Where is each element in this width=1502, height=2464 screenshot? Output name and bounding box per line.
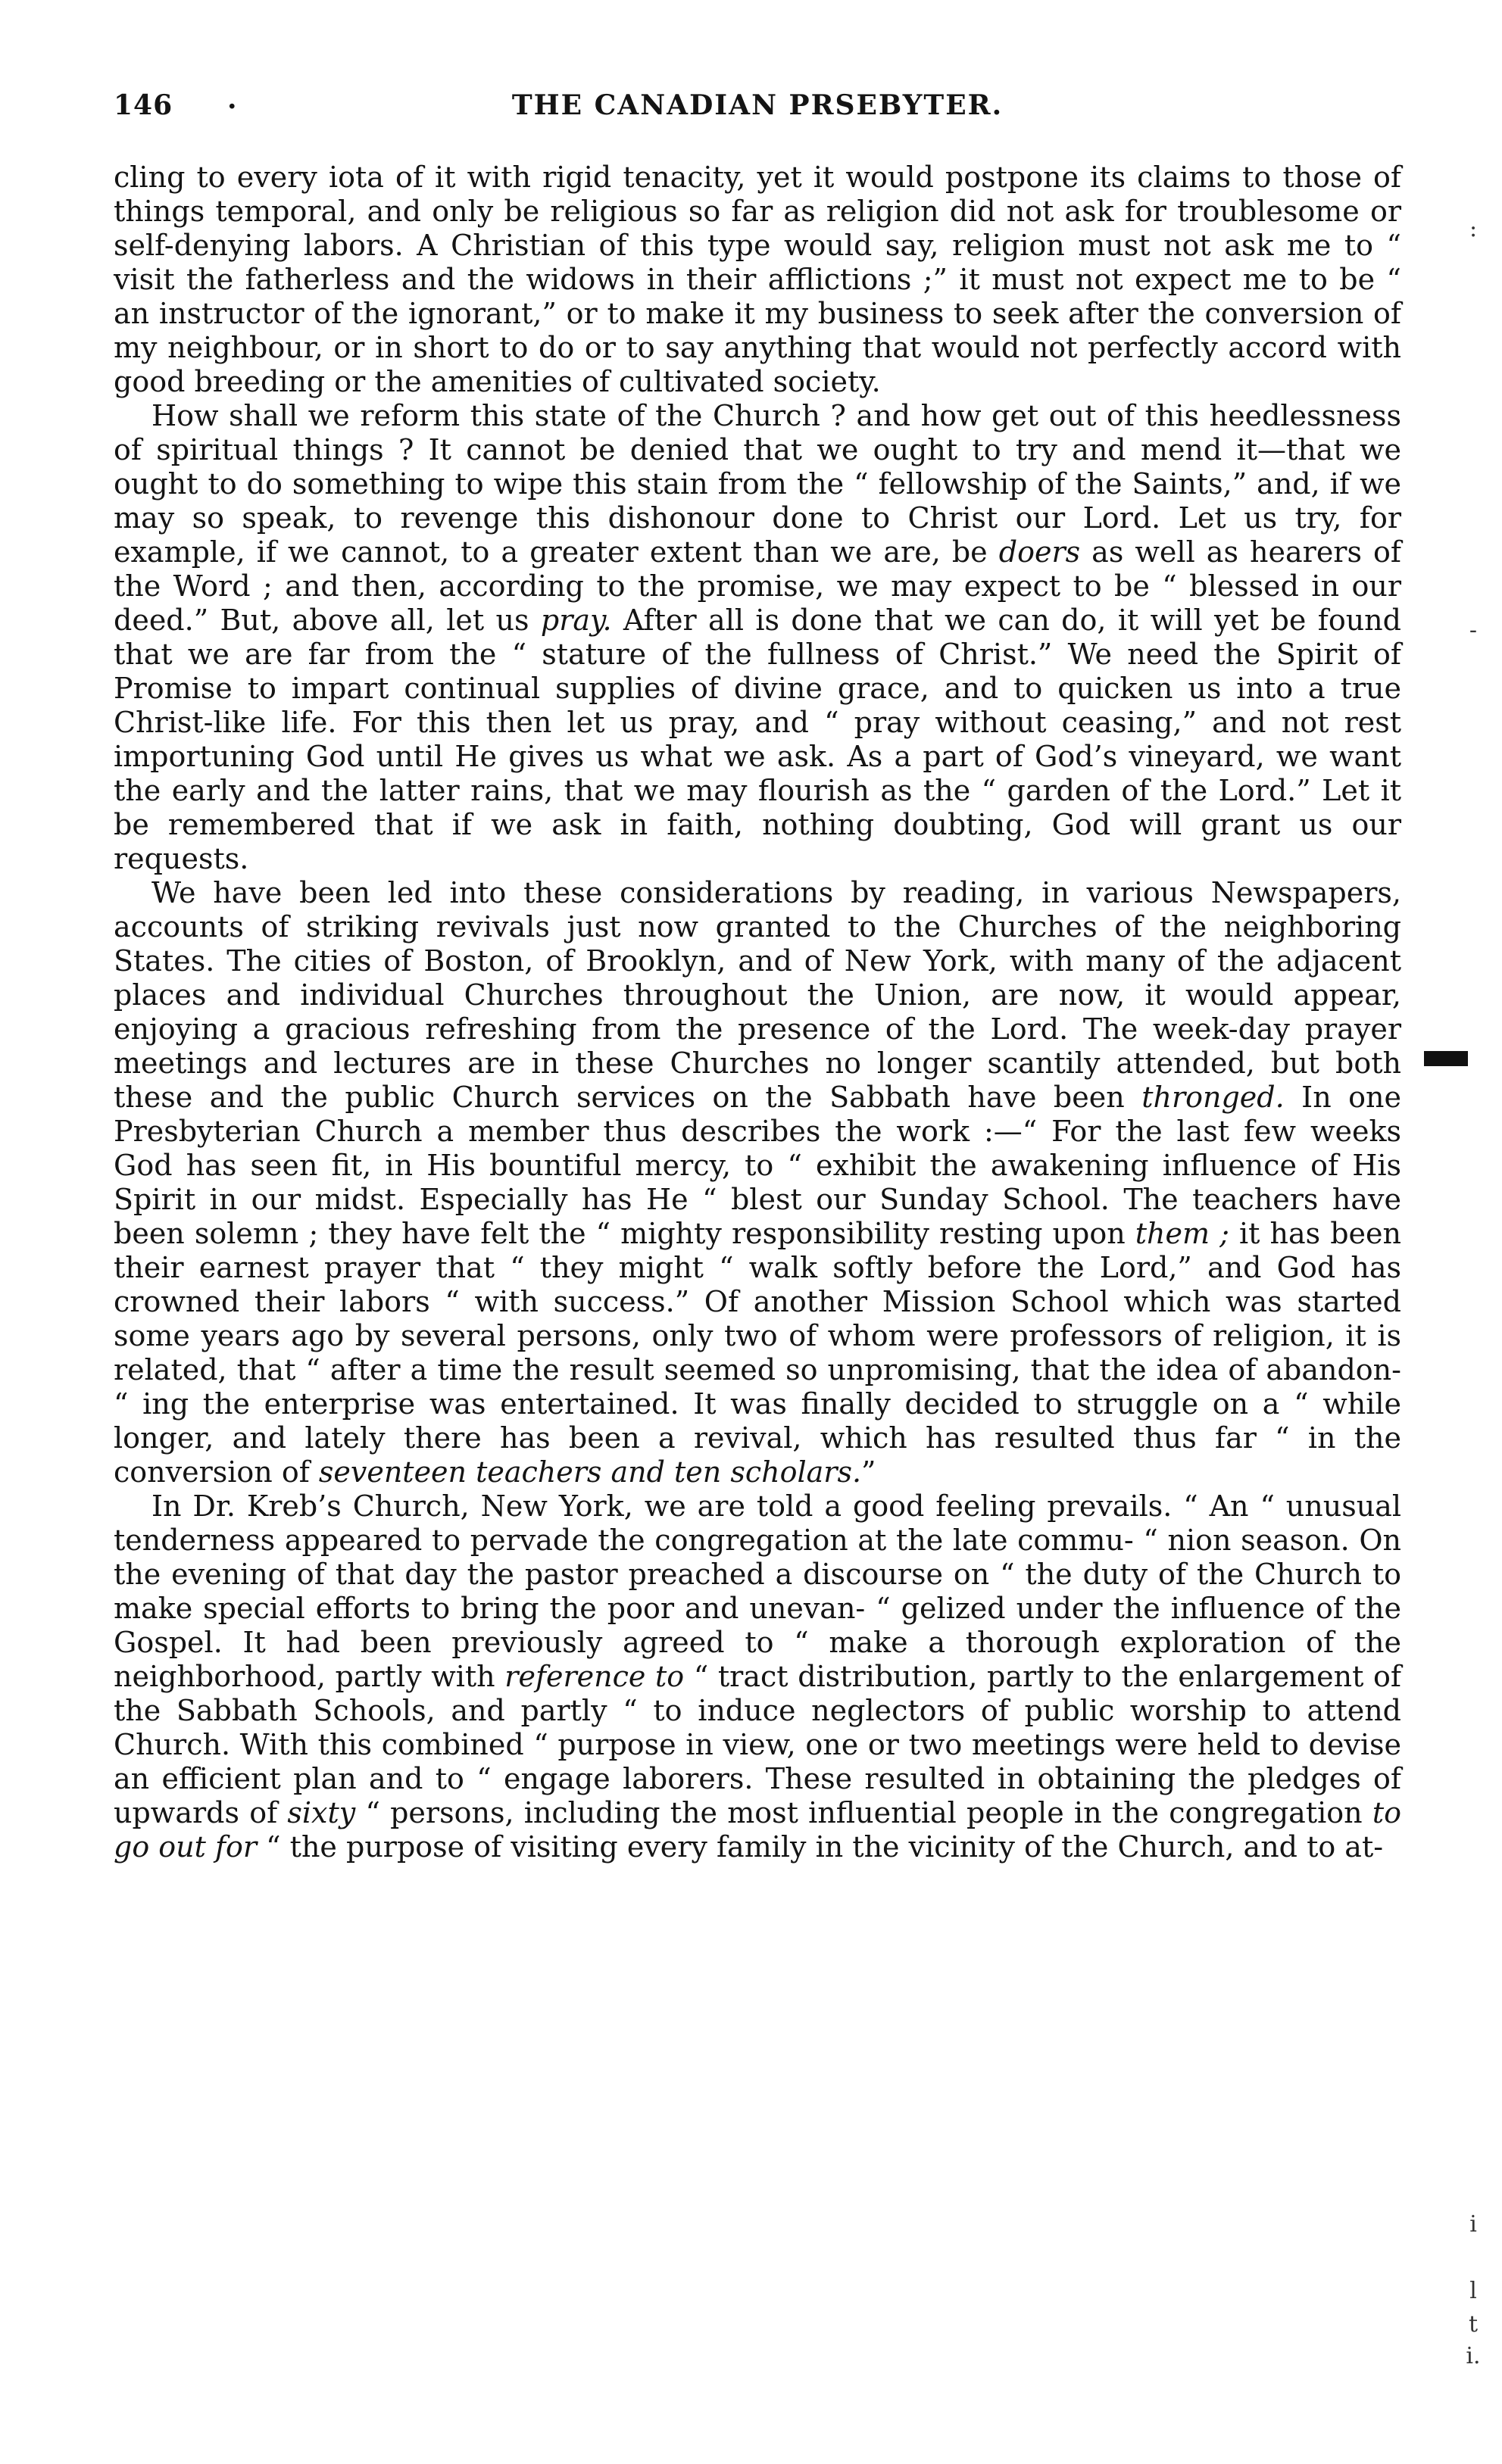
italic-text: doers: [998, 535, 1081, 569]
text-run: How shall we reform this state of the Church ? and how get out of this heedlessness of spiritual things ? It cannot be denied that we ought to try and mend it—that we ought to do something to wipe this stain from the “ fellowship of the Saints,” and, if we may so speak, to revenge this dishonour done to Christ our Lord. Let us try, for example, if we cannot, to a greater extent than we are, be: [114, 399, 1401, 569]
text-run: In Dr. Kreb’s Church, New York, we are told a good feeling prevails. “ An “ unusual tenderness appeared to pervade the congregation at the late commu- “ nion season. On the evening of that day the pastor preached a discourse on “ the duty of the Church to make special efforts to bring the poor and unevan- “ gelized under the influence of the Gospel. It had been previously agreed to “ make a thorough exploration of the neighborhood, partly with: [114, 1489, 1401, 1693]
margin-mark: l: [1469, 2278, 1477, 2304]
text-run: After all is done that we can do, it will yet be found that we are far from the “ stature of the fullness of Christ.” We need the Spirit of Promise to impart continual supplies of divine grace, and to quicken us into a true Christ-like life. For this then let us pray, and “ pray without ceasing,” and not rest importuning God until He gives us what we ask. As a part of God’s vineyard, we want the early and the latter rains, that we may flourish as the “ garden of the Lord.” Let it be remembered that if we ask in faith, nothing doubting, God will grant us our requests.: [114, 604, 1401, 875]
page-header: [114, 89, 1401, 135]
paragraph: [114, 161, 1401, 399]
margin-ink-mark: [1424, 1051, 1468, 1066]
text-run: We have been led into these considerations by reading, in various Newspapers, accounts of striking revivals just now granted to the Churches of the neighboring States. The cities of Boston, of Brooklyn, and of New York, with many of the adjacent places and individual Churches throughout the Union, are now, it would appear, enjoying a gracious refreshing from the presence of the Lord. The week-day prayer meetings and lectures are in these Churches no longer scantily attended, but both these and the public Church services on the Sabbath have been: [114, 876, 1401, 1114]
text-run: as well as hearers of the Word ; and then, according to the promise, we may expect to be “ blessed in our deed.” But, above all, let us: [114, 535, 1401, 637]
margin-mark: i.: [1466, 2343, 1481, 2369]
paragraph: [114, 876, 1401, 1489]
margin-mark: :: [1469, 216, 1478, 242]
article-body: [114, 161, 1401, 1864]
italic-text: thronged.: [1141, 1081, 1285, 1114]
italic-text: sixty: [287, 1796, 356, 1829]
italic-text: pray.: [540, 604, 612, 637]
text-run: “ tract distribution, partly to the enlargement of the Sabbath Schools, and partly “ to induce neglectors of public worship to attend Church. With this combined “ purpose in view, one or two meetings were held to devise an efficient plan and to “ engage laborers. These resulted in obtaining the pledges of upwards of: [114, 1660, 1401, 1829]
paragraph: [114, 399, 1401, 876]
margin-mark: -: [1469, 617, 1478, 644]
italic-text: seventeen teachers and ten scholars.: [318, 1455, 862, 1489]
document-page: [114, 89, 1401, 2406]
text-run: ”: [861, 1455, 876, 1489]
text-run: “ the purpose of visiting every family in the vicinity of the Church, and to at-: [257, 1830, 1384, 1864]
margin-mark: t: [1468, 2311, 1479, 2338]
running-title: THE CANADIAN PRSEBYTER.: [511, 89, 1004, 121]
text-run: cling to every iota of it with rigid tenacity, yet it would postpone its claims to those of things temporal, and only be religious so far as religion did not ask for troublesome or self-denying labors. A Christian of this type would say, religion must not ask me to “ visit the fatherless and the widows in their afflictions ;” it must not expect me to be “ an instructor of the ignorant,” or to make it my business to seek after the conversion of my neighbour, or in short to do or to say anything that would not perfectly accord with good breeding or the amenities of cultivated society.: [114, 161, 1401, 398]
italic-text: reference to: [504, 1660, 685, 1693]
text-run: “ persons, including the most influential people in the congregation: [355, 1796, 1372, 1829]
italic-text: them ;: [1135, 1217, 1229, 1250]
italic-text: to go out for: [114, 1796, 1402, 1864]
text-run: In one Presbyterian Church a member thus describes the work :—“ For the last few weeks God has seen fit, in His bountiful mercy, to “ exhibit the awakening influence of His Spirit in our midst. Especially has He “ blest our Sunday School. The teachers have been solemn ; they have felt the “ mighty responsibility resting upon: [114, 1081, 1401, 1250]
paragraph: [114, 1489, 1401, 1864]
text-run: it has been their earnest prayer that “ they might “ walk softly before the Lord,” and God has crowned their labors “ with success.” Of another Mission School which was started some years ago by several persons, only two of whom were professors of religion, it is related, that “ after a time the result seemed so unpromising, that the idea of abandon- “ ing the enterprise was entertained. It was finally decided to struggle on a “ while longer, and lately there has been a revival, which has resulted thus far “ in the conversion of: [114, 1217, 1401, 1489]
margin-mark: i: [1469, 2211, 1477, 2238]
page-number: 146: [114, 89, 173, 121]
header-separator: ·: [227, 91, 237, 123]
